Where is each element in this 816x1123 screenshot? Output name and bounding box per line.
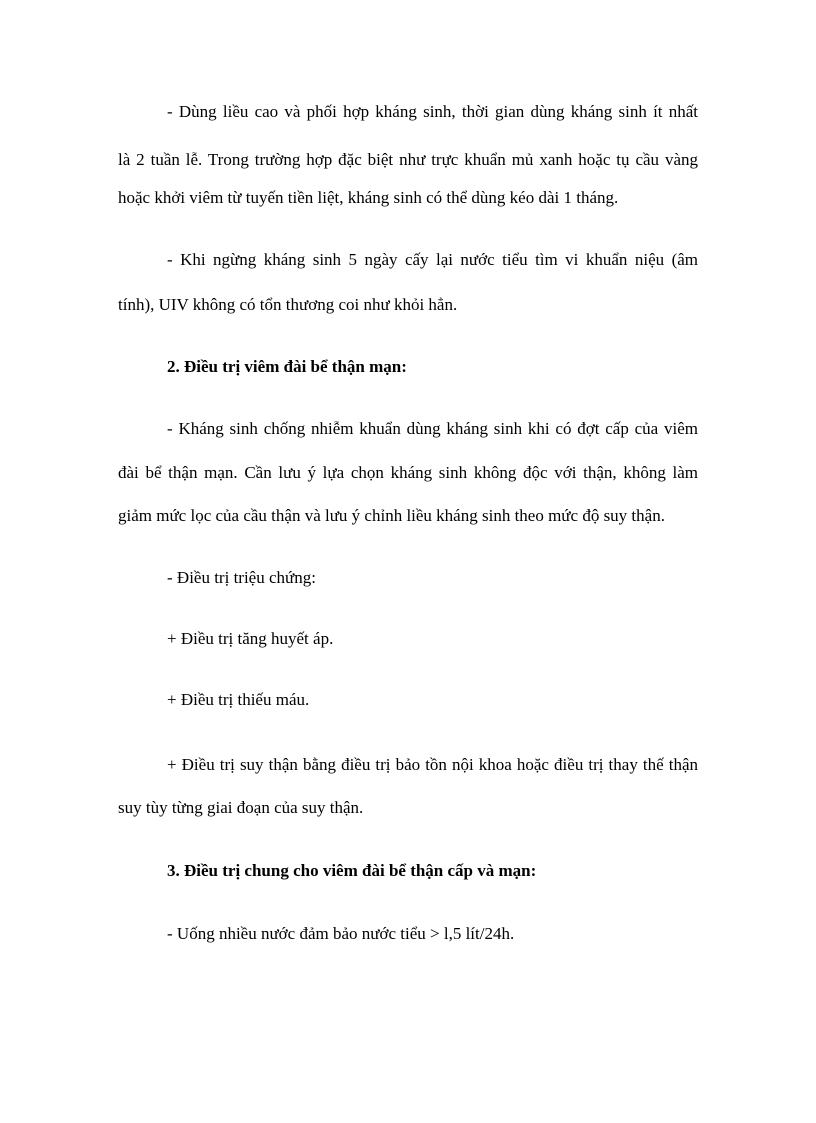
paragraph-line: giảm mức lọc của cầu thận và lưu ý chỉnh liều kháng sinh theo mức độ suy thận.	[118, 506, 665, 525]
list-item: + Điều trị thiếu máu.	[167, 690, 310, 709]
paragraph-line: đài bể thận mạn. Cần lưu ý lựa chọn kháng sinh không độc với thận, không làm	[118, 463, 698, 482]
paragraph-line: + Điều trị suy thận bằng điều trị bảo tồn nội khoa hoặc điều trị thay thế thận	[167, 755, 698, 774]
paragraph-line: - Kháng sinh chống nhiễm khuẩn dùng kháng sinh khi có đợt cấp của viêm	[167, 419, 698, 438]
list-item: - Uống nhiều nước đảm bảo nước tiểu > l,5 lít/24h.	[167, 924, 515, 943]
paragraph-line: hoặc khởi viêm từ tuyến tiền liệt, kháng sinh có thể dùng kéo dài 1 tháng.	[118, 188, 619, 207]
paragraph-line: - Dùng liều cao và phối hợp kháng sinh, thời gian dùng kháng sinh ít nhất	[167, 102, 698, 121]
paragraph-line: - Khi ngừng kháng sinh 5 ngày cấy lại nước tiểu tìm vi khuẩn niệu (âm	[167, 250, 698, 269]
paragraph-line: tính), UIV không có tổn thương coi như khỏi hẳn.	[118, 295, 458, 314]
paragraph-line: là 2 tuần lễ. Trong trường hợp đặc biệt như trực khuẩn mủ xanh hoặc tụ cầu vàng	[118, 150, 698, 169]
section-heading: 2. Điều trị viêm đài bể thận mạn:	[167, 357, 407, 376]
list-item: - Điều trị triệu chứng:	[167, 568, 316, 587]
section-heading: 3. Điều trị chung cho viêm đài bể thận cấp và mạn:	[167, 861, 537, 880]
list-item: + Điều trị tăng huyết áp.	[167, 629, 334, 648]
paragraph-line: suy tùy từng giai đoạn của suy thận.	[118, 798, 364, 817]
